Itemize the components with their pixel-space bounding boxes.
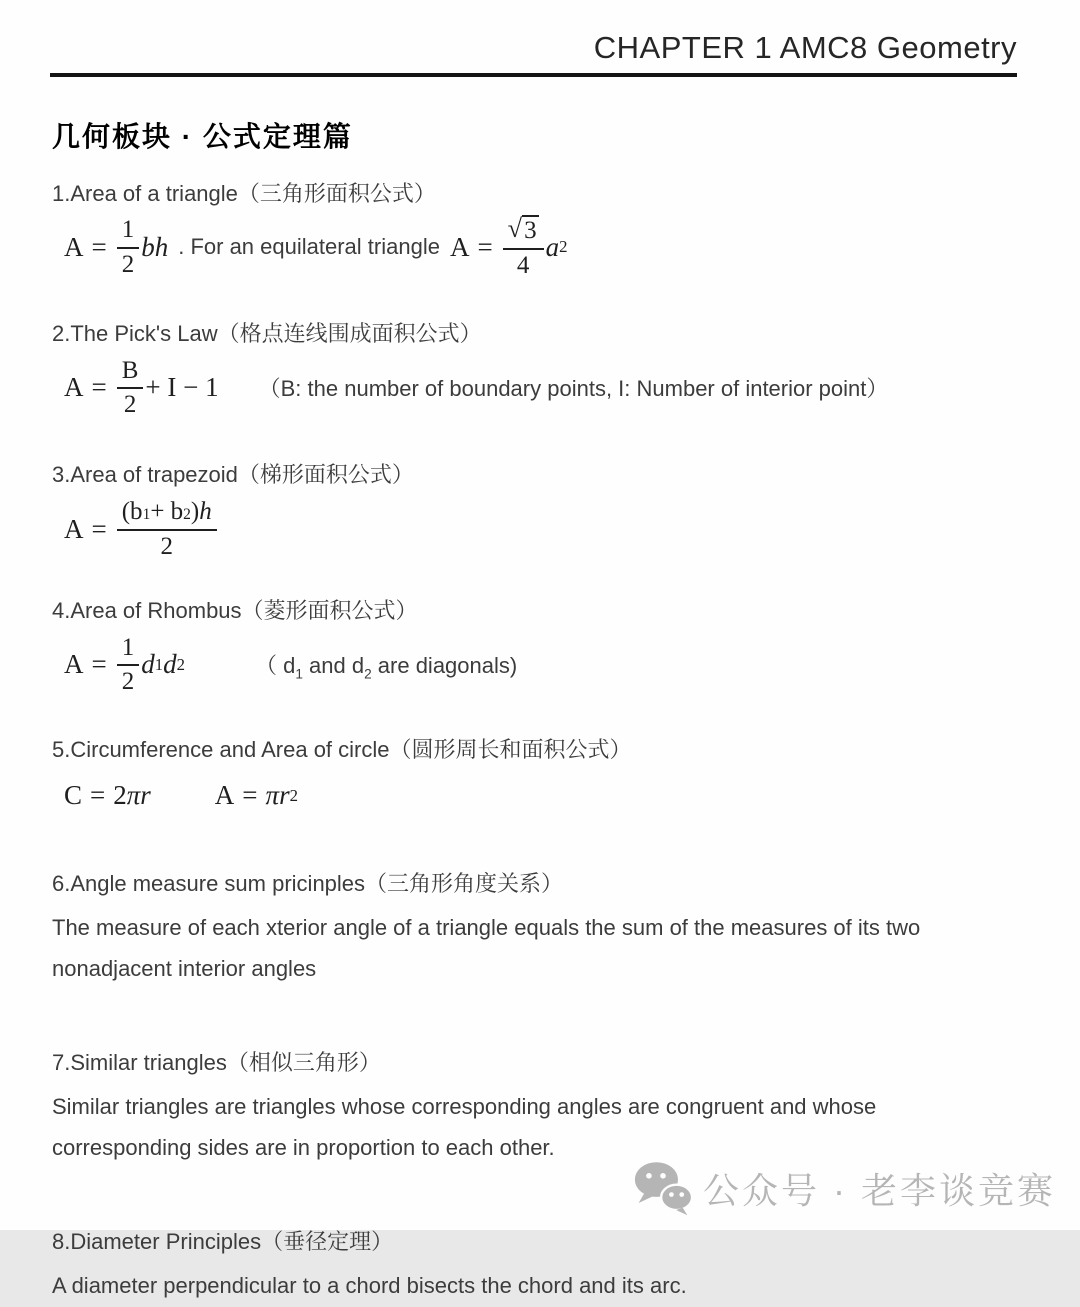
sqrt-expression bbox=[508, 215, 539, 246]
math-lhs: A bbox=[214, 780, 235, 810]
section-3-formula bbox=[52, 497, 1018, 562]
formula-note bbox=[255, 649, 517, 680]
fraction-denominator: 2 bbox=[123, 391, 137, 419]
fraction-denominator: 2 bbox=[121, 250, 135, 278]
radical-sign: √ bbox=[507, 214, 523, 243]
doc-title: 几何板块 · 公式定理篇 bbox=[52, 121, 353, 152]
math-equals: = bbox=[91, 649, 107, 680]
fraction-numerator bbox=[503, 214, 544, 250]
section-5-formula: C = 2 π r A = π r 2 bbox=[64, 780, 298, 810]
math-var: r bbox=[140, 780, 151, 810]
section-6-heading: 6.Angle measure sum pricinples（三角形角度关系） bbox=[52, 871, 564, 896]
formula-joiner-text: . For an equilateral triangle bbox=[178, 234, 440, 260]
note-part: and d bbox=[302, 653, 365, 679]
math-equals: = bbox=[91, 513, 107, 544]
fraction bbox=[117, 356, 144, 421]
section-4-formula: A = $\frac{1}{2}$ d 1 d 2 （ $d_1$ and $d_2$ are diagonals) bbox=[64, 633, 518, 696]
watermark-text: 公众号 · 老李谈竞赛 bbox=[703, 1169, 1056, 1211]
fraction bbox=[117, 215, 140, 280]
section-8-heading: 8.Diameter Principles（垂径定理） bbox=[52, 1228, 394, 1254]
formula-note: （B: the number of boundary points, I: Number of interior point） bbox=[258, 376, 889, 402]
math-lhs: A bbox=[64, 513, 84, 544]
math-equals: = bbox=[91, 231, 107, 262]
math-term: + b bbox=[150, 498, 184, 525]
math-term: ) bbox=[190, 498, 200, 525]
section-2-formula bbox=[52, 356, 1018, 421]
fraction-numerator: (b 1 + b 2 ) h bbox=[117, 497, 217, 531]
math-pi: π bbox=[265, 780, 280, 810]
fraction-denominator: 2 bbox=[121, 668, 135, 696]
math-equals: = bbox=[91, 372, 107, 403]
math-equals: = bbox=[477, 231, 493, 262]
document-content bbox=[0, 115, 1080, 1307]
fraction-denominator: 4 bbox=[516, 251, 530, 279]
math-lhs: A bbox=[64, 372, 84, 403]
radicand: 3 bbox=[524, 217, 537, 244]
fraction-numerator: 1 bbox=[117, 633, 140, 667]
note-subscript: 1 bbox=[295, 666, 303, 682]
fraction-denominator: 2 bbox=[160, 532, 173, 560]
math-term: (b bbox=[121, 498, 143, 525]
math-var: d bbox=[163, 649, 177, 680]
math-var: a bbox=[545, 231, 560, 262]
chapter-title: CHAPTER 1 AMC8 Geometry bbox=[593, 30, 1017, 65]
watermark bbox=[633, 1160, 1056, 1216]
section-6-body: The measure of each xterior angle of a triangle equals the sum of the measures of its two nonadjacent interior angles bbox=[52, 915, 921, 981]
section-1-heading: 1.Area of a triangle（三角形面积公式） bbox=[52, 181, 436, 206]
note-part: are diagonals) bbox=[371, 653, 518, 679]
math-lhs: A bbox=[64, 231, 84, 262]
math-var: r bbox=[279, 780, 290, 810]
math-var: d bbox=[141, 649, 155, 680]
math-equals: = bbox=[242, 780, 258, 810]
math-lhs: A bbox=[449, 231, 470, 262]
section-2-heading: 2.The Pick's Law（格点连线围成面积公式） bbox=[52, 320, 482, 346]
fraction-numerator: B bbox=[117, 356, 144, 390]
wechat-icon bbox=[633, 1160, 693, 1216]
fraction-numerator: 1 bbox=[117, 215, 140, 249]
math-lhs: A bbox=[64, 649, 84, 680]
section-7-heading: 7.Similar triangles（相似三角形） bbox=[52, 1049, 381, 1075]
math-coef: 2 bbox=[113, 780, 127, 810]
note-subscript: 2 bbox=[364, 666, 372, 682]
math-var: h bbox=[199, 498, 212, 525]
section-5-heading: 5.Circumference and Area of circle（圆形周长和面积公式） bbox=[52, 737, 632, 762]
page-header bbox=[0, 0, 1080, 66]
math-lhs: C bbox=[64, 780, 83, 810]
fraction bbox=[117, 497, 217, 562]
section-8-body: A diameter perpendicular to a chord bisects the chord and its arc. bbox=[52, 1272, 687, 1298]
section-1-formula: A = $\frac{1}{2}$ bh . For an equilateral triangle A = √ 3 4 a 2 bbox=[64, 214, 568, 279]
section-7-body: Similar triangles are triangles whose corresponding angles are congruent and whose corresponding sides are in proportion to each other. bbox=[52, 1093, 877, 1160]
math-vars: bh bbox=[141, 231, 169, 262]
section-3-heading: 3.Area of trapezoid（梯形面积公式） bbox=[52, 462, 414, 487]
note-part: （ d bbox=[254, 653, 296, 679]
math-pi: π bbox=[126, 780, 141, 810]
section-4-heading: 4.Area of Rhombus（菱形面积公式） bbox=[52, 597, 418, 623]
header-rule bbox=[50, 73, 1017, 77]
math-equals: = bbox=[90, 780, 106, 810]
math-post: + I − 1 bbox=[145, 372, 219, 403]
fraction bbox=[503, 214, 544, 281]
fraction bbox=[117, 633, 140, 698]
